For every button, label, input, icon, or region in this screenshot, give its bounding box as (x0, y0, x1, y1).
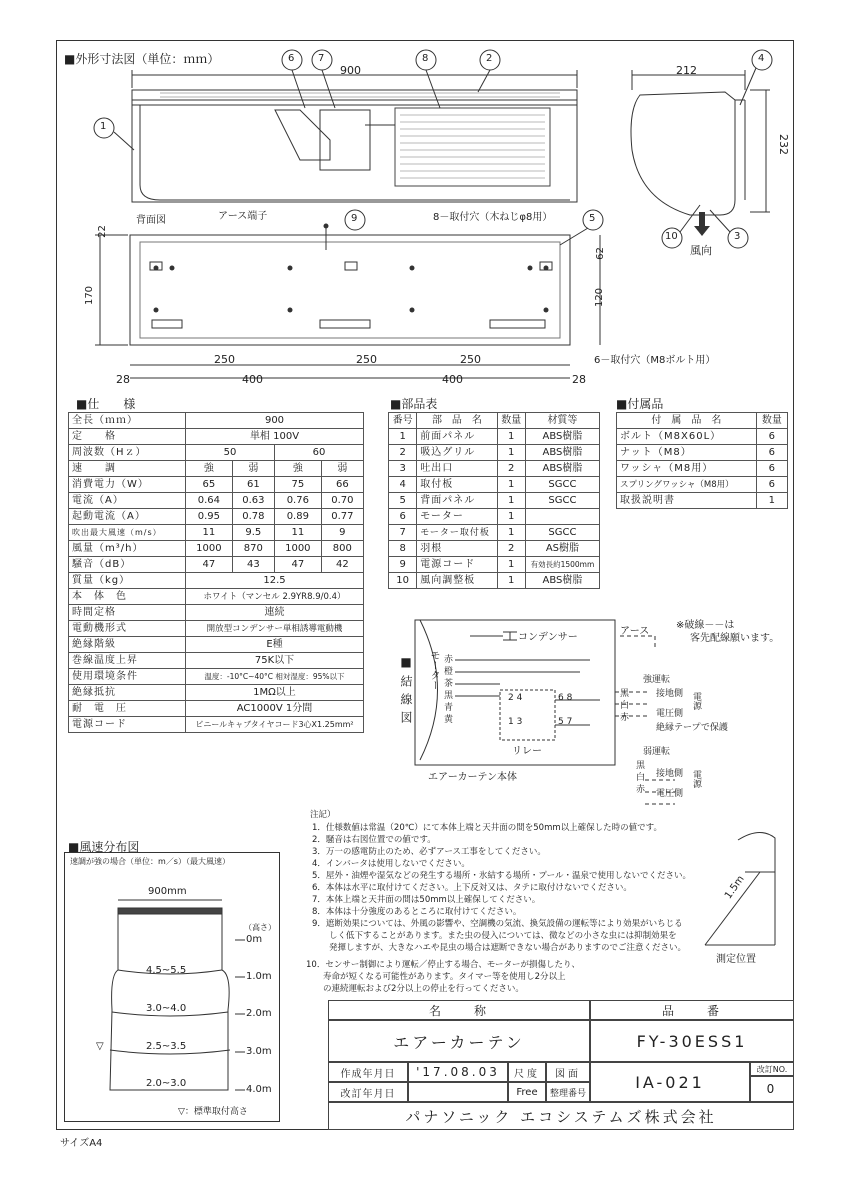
callout-1: 1 (100, 121, 107, 132)
strong-mode-label: 強運転 (643, 675, 671, 685)
callout-5: 5 (589, 213, 596, 224)
dim-28-left: 28 (116, 373, 130, 386)
note-8: 8．本体は十分強度のあるところに取付けてください。 (312, 907, 522, 917)
height-1m: 1.0m (246, 971, 272, 982)
dim-28-right: 28 (572, 373, 586, 386)
wind-legend: ▽：標準取付高さ (178, 1107, 248, 1117)
weak-power: 電源 (691, 770, 701, 788)
dashed-note: ※破線－－は (676, 620, 735, 631)
wire-red: 赤 (444, 655, 454, 665)
strong-red: 赤 (620, 713, 630, 723)
dim-400-left: 400 (242, 373, 263, 386)
scale-label: 尺度 (508, 1062, 546, 1082)
wire-brown: 茶 (444, 679, 454, 689)
range-2: 3.0~4.0 (146, 1003, 187, 1014)
earth-label: アース (620, 626, 650, 637)
rev-label: 改訂NO. (750, 1062, 794, 1076)
motor-label: モーター (428, 650, 439, 690)
wind-caption: 速調が強の場合（単位：m／s）（最大風速） (70, 857, 230, 866)
dim-250-mid: 250 (356, 353, 377, 366)
wire-yellow: 黄 (444, 715, 454, 725)
accessories-title: ■付属品 (616, 397, 664, 411)
callout-7: 7 (318, 53, 325, 64)
drawing-label: 図面 (546, 1062, 590, 1082)
wire-blue: 青 (444, 703, 454, 713)
note-9b: しく低下することがあります。また虫の侵入については、微などの小さな虫には抑制効果を (312, 931, 677, 941)
dim-22: 22 (96, 225, 108, 238)
weak-red: 赤 (636, 785, 646, 795)
dim-62: 62 (594, 247, 606, 260)
created-date: '17.08.03 (408, 1062, 508, 1082)
dashed-note-2: 客先配線願います。 (690, 633, 780, 644)
height-3m: 3.0m (246, 1046, 272, 1057)
mount-height-marker: ▽ (96, 1041, 104, 1052)
specs-table: 全長（ｍｍ） 900 定 格 単相 100V 周波数（Hｚ） 50 60 速 調 強 弱 強 弱 消費電力（W） 65 61 75 66 電流（A） 0.64 0.63 0.76 0.70 起動電流（A） 0.95 0.78 0.89 0.77 吹出最大風速（m/s） 11 9.5 11 9 風量（m³/h） 1000 870 1000 800 騒音（dB） 47 43 47 42 質量（kg） 12.5 本 体 色 ホワイト（マンセル 2.9YR8.9/0.4） 時間定格 連続 電動機形式 開放型コンデンサー単相誘導電動機 絶縁階級 E種 巻線温度上昇 75K以下 使用環境条件 温度：-10°C~40°C 相対湿度：95%以下 絶縁抵抗 1MΩ以上 耐 電 圧 AC1000V 1分間 電源コード ビニールキャブタイヤコード3心X1.25mm² (68, 412, 364, 733)
mount-holes-bottom-label: 6－取付穴（M8ボルト用） (594, 355, 716, 366)
wiring-title: ■結線図 (399, 655, 413, 729)
insulate-note: 絶縁テープで保護 (656, 723, 728, 733)
wire-black: 黒 (444, 691, 454, 701)
callout-9: 9 (351, 213, 358, 224)
height-4m: 4.0m (246, 1084, 272, 1095)
relay-label: リレー (512, 746, 542, 757)
scale-value: Free (508, 1082, 546, 1102)
weak-ground: 接地側 (656, 769, 684, 779)
strong-power: 電源 (691, 692, 701, 710)
note-6: 6．本体は水平に取付けてください。上下反対又は、タテに取付けないでください。 (312, 883, 632, 893)
dim-400-right: 400 (442, 373, 463, 386)
mount-holes-top-label: 8－取付穴（木ねじφ8用） (433, 212, 553, 223)
name-header: 名 称 (328, 1000, 590, 1020)
dim-250-right: 250 (460, 353, 481, 366)
note-10: 10．センサー制御により運転／停止する場合、モーターが損傷したり、 (306, 960, 580, 970)
callout-2: 2 (486, 53, 493, 64)
note-4: 4．インバータは使用しないでください。 (312, 859, 470, 869)
terminal-2-4: 2 4 (508, 693, 523, 703)
parts-title: ■部品表 (390, 397, 438, 411)
note-1: 1．仕様数値は常温（20℃）にて本体上端と天井面の間を50mm以上確保した時の値です。 (312, 823, 662, 833)
specs-title: ■仕 様 (76, 397, 136, 411)
strong-ground: 接地側 (656, 689, 684, 699)
callout-8: 8 (422, 53, 429, 64)
created-label: 作成年月日 (328, 1062, 408, 1082)
height-0m: 0m (246, 934, 263, 945)
accessories-table: 付 属 品 名 数量 ボルト（M8X60L） 6 ナット（M8） 6 ワッシャ（M8用） 6 スプリングワッシャ（M8用） 6 取扱説明書 1 (616, 412, 788, 509)
wire-orange: 橙 (444, 667, 454, 677)
wind-width-label: 900mm (148, 886, 187, 897)
callout-4: 4 (758, 53, 765, 64)
note-3: 3．万一の感電防止のため、必ずアース工事をしてください。 (312, 847, 546, 857)
back-view-label: 背面図 (136, 215, 166, 226)
dim-170: 170 (84, 285, 96, 306)
note-2: 2．騒音は右図位置での値です。 (312, 835, 436, 845)
note-9c: 発揮しますが、大きなハエや昆虫の場合は遮断できない場合がありますのでご注意ください。 (312, 943, 687, 953)
strong-black: 黒 (620, 689, 630, 699)
product-name: エアーカーテン (328, 1020, 590, 1062)
parts-table: 番号 部 品 名 数量 材質等 1 前面パネル 1 ABS樹脂 2 吸込グリル 1 ABS樹脂 3 吐出口 2 ABS樹脂 4 取付板 1 SGCC 5 背面パネル 1 SGCC 6 モーター 1 7 モーター取付板 1 SGCC 8 羽根 2 AS樹脂 9 電源コード 1 有効長約1500mm 10 風向調整板 1 ABS樹脂 (388, 412, 600, 589)
airflow-label: 風向 (690, 244, 712, 257)
range-3: 2.5~3.5 (146, 1041, 187, 1052)
callout-10: 10 (665, 231, 678, 242)
note-9: 9．遮断効果については、外風の影響や、空調機の気流、換気設備の運転等により効果がいちじる (312, 919, 683, 929)
note-7: 7．本体上端と天井面の間は50mm以上確保してください。 (312, 895, 541, 905)
weak-mode-label: 弱運転 (643, 747, 671, 757)
rev-value: 0 (750, 1076, 794, 1102)
measure-distance: 1.5m (722, 873, 747, 902)
drawing-number: IA-021 (590, 1062, 750, 1102)
range-1: 4.5~5.5 (146, 965, 187, 976)
product-number: FY-30ESS1 (590, 1020, 794, 1062)
weak-voltage: 電圧側 (656, 789, 684, 799)
width-dimension: 900 (340, 64, 361, 77)
wind-title: ■風速分布図 (68, 840, 140, 854)
body-label: エアーカーテン本体 (428, 772, 517, 783)
callout-6: 6 (288, 53, 295, 64)
note-5: 5．屋外・油煙や湿気などの発生する場所・氷結する場所・プール・温泉で使用しないでください。 (312, 871, 691, 881)
height-label: （高さ） (244, 923, 276, 932)
weak-white: 白 (636, 773, 646, 783)
capacitor-label: コンデンサー (518, 632, 578, 643)
number-header: 品 番 (590, 1000, 794, 1020)
weak-black: 黒 (636, 761, 646, 771)
paper-size: サイズA4 (60, 1138, 103, 1149)
dim-250-left: 250 (214, 353, 235, 366)
terminal-1-3: 1 3 (508, 717, 523, 727)
revised-date (408, 1082, 508, 1102)
note-10c: の連続運転および2分以上の停止を行ってください。 (306, 984, 524, 994)
ref-label: 整理番号 (546, 1082, 590, 1102)
range-4: 2.0~3.0 (146, 1078, 187, 1089)
company-name: パナソニック エコシステムズ株式会社 (328, 1102, 794, 1130)
callout-3: 3 (734, 231, 741, 242)
revised-label: 改訂年月日 (328, 1082, 408, 1102)
height-dimension: 232 (777, 134, 790, 155)
depth-dimension: 212 (676, 64, 697, 77)
terminal-6-8: 6 8 (558, 693, 573, 703)
dimensions-title: ■外形寸法図（単位：ｍｍ） (64, 52, 220, 66)
terminal-5-7: 5 7 (558, 717, 573, 727)
note-10b: 寿命が短くなる可能性があります。タイマー等を使用し2分以上 (306, 972, 566, 982)
height-2m: 2.0m (246, 1008, 272, 1019)
strong-voltage: 電圧側 (656, 709, 684, 719)
earth-terminal-label: アース端子 (218, 211, 268, 222)
dim-120: 120 (594, 287, 606, 308)
strong-white: 白 (620, 701, 630, 711)
measure-position: 測定位置 (716, 954, 756, 965)
notes-title: 注記） (310, 810, 336, 820)
